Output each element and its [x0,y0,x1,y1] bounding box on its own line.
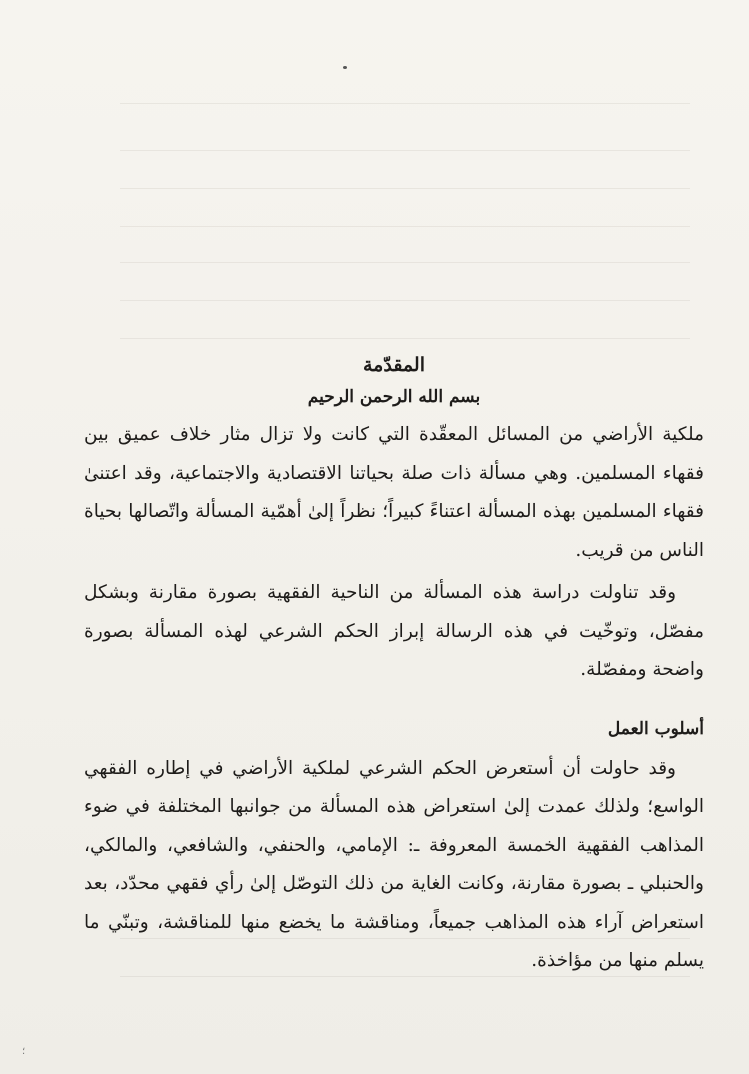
section-heading: أسلوب العمل [607,718,704,739]
show-through-line [120,300,690,301]
show-through-line [120,188,690,189]
show-through-line [120,150,690,151]
basmala: بسم الله الرحمن الرحيم [307,387,481,407]
ink-speck [343,66,347,69]
show-through-line [120,103,690,104]
page-content [84,348,704,981]
show-through-line [120,226,690,227]
corner-mark: ؛ [22,1046,26,1057]
show-through-line [120,262,690,263]
show-through-line [120,338,690,339]
page-title: المقدّمة [362,354,425,376]
intro-paragraph: ملكية الأراضي من المسائل المعقّدة التي كانت ولا تزال مثار خلاف عميق بين فقهاء المسلمين. وهي مسألة ذات صلة بحياتنا الاقتصادية والاجتماعية، وقد اعتنىٰ فقهاء المسلمين بهذه المسألة اعتناءً كبيراً؛ نظراً إلىٰ أهمّية المسألة واتّصالها بحياة الناس من قريب. [84,424,704,561]
intro-paragraph: وقد تناولت دراسة هذه المسألة من الناحية الفقهية بصورة مقارنة وبشكل مفصّل، وتوخّيت في هذه الرسالة إبراز الحكم الشرعي لهذه المسألة بصورة واضحة ومفصّلة. [84,582,704,680]
method-paragraph: وقد حاولت أن أستعرض الحكم الشرعي لملكية الأراضي في إطاره الفقهي الواسع؛ ولذلك عمدت إلىٰ استعراض هذه المسألة من جوانبها المختلفة في ضوء المذاهب الفقهية الخمسة المعروفة ـ: الإمامي، والحنفي، والشافعي، والمالكي، والحنبلي ـ بصورة مقارنة، وكانت الغاية من ذلك التوصّل إلىٰ رأي فقهي محدّد، بعد استعراض آراء هذه المذاهب جميعاً، ومناقشة ما يخضع منها للمناقشة، وتبنّي ما يسلم منها من مؤاخذة. [84,757,704,971]
